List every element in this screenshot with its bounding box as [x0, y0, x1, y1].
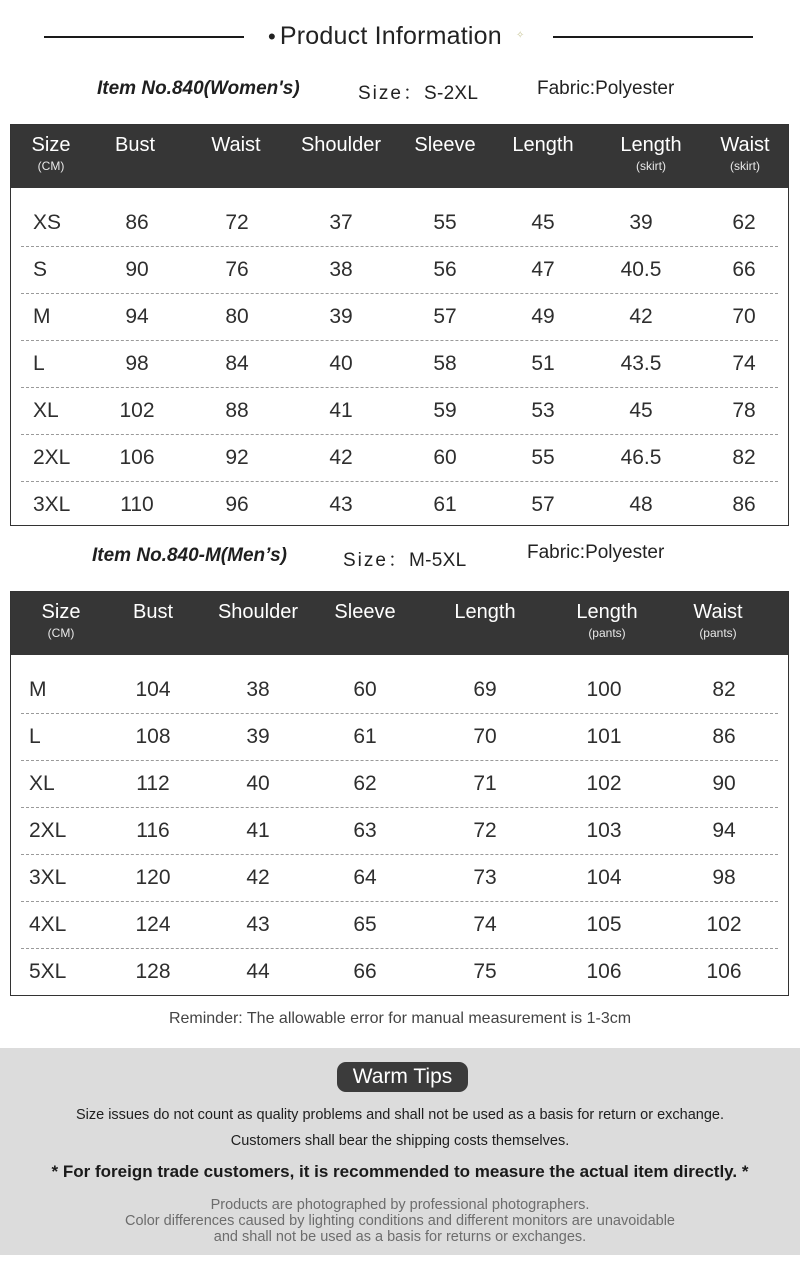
- men-table-cell: 101: [586, 725, 622, 748]
- women-table-cell: 48: [629, 493, 653, 516]
- men-col-header-unit: (CM): [47, 626, 75, 640]
- women-table-cell: 45: [531, 211, 555, 234]
- women-col-header-label: Waist: [720, 134, 770, 156]
- warm-tips-badge: Warm Tips: [337, 1062, 468, 1092]
- women-col-header-unit: (skirt): [730, 159, 760, 173]
- women-table-cell: XS: [33, 211, 62, 234]
- men-col-header-1: [113, 592, 193, 655]
- women-table-cell: 86: [125, 211, 149, 234]
- men-col-header-label: Bust: [132, 601, 174, 623]
- men-col-header-0: [26, 592, 96, 655]
- women-table-row: [11, 341, 788, 388]
- women-fabric: Fabric:Polyester: [537, 78, 675, 99]
- men-col-header-unit: (pants): [699, 626, 737, 640]
- header-rule-right: [553, 36, 753, 38]
- men-table-cell: 104: [586, 866, 622, 889]
- women-table-cell: 39: [629, 211, 653, 234]
- women-table-cell: 61: [433, 493, 457, 516]
- women-table-cell: 58: [433, 352, 457, 375]
- women-table-cell: 88: [225, 399, 249, 422]
- men-table-cell: 71: [473, 772, 497, 795]
- women-table-cell: 70: [732, 305, 756, 328]
- women-col-header-1: [95, 125, 175, 188]
- women-table-cell: 51: [531, 352, 555, 375]
- men-table-cell: 42: [246, 866, 270, 889]
- warm-tips-panel: [0, 1048, 800, 1255]
- women-table-row: [11, 200, 788, 247]
- women-table-row: [11, 294, 788, 341]
- men-table-cell: 112: [136, 772, 170, 795]
- women-table-cell: 42: [329, 446, 353, 469]
- women-col-header-label: Sleeve: [414, 134, 476, 156]
- men-table-cell: 100: [586, 678, 622, 701]
- men-item-number: Item No.840-M(Men’s): [92, 545, 287, 566]
- men-table-cell: 86: [712, 725, 736, 748]
- men-table-row: [11, 714, 788, 761]
- women-table-cell: 78: [732, 399, 756, 422]
- men-col-header-4: [440, 592, 530, 655]
- men-col-header-3: [325, 592, 405, 655]
- men-table-cell: 73: [473, 866, 497, 889]
- men-table-cell: 106: [586, 960, 622, 983]
- women-table-cell: M: [33, 305, 51, 328]
- women-col-header-4: [405, 125, 485, 188]
- women-table-cell: 110: [120, 493, 154, 516]
- women-col-header-7: [705, 125, 785, 188]
- tips-line-2: Customers shall bear the shipping costs themselves.: [230, 1133, 570, 1149]
- women-col-header-label: Waist: [211, 134, 261, 156]
- women-col-header-label: Bust: [114, 134, 156, 156]
- women-table-cell: S: [33, 258, 48, 281]
- women-size-label: Size：: [358, 83, 424, 104]
- tips-note-line-3: and shall not be used as a basis for returns or exchanges.: [213, 1229, 587, 1245]
- women-table-row: [11, 388, 788, 435]
- women-col-header-5: [503, 125, 583, 188]
- men-table-cell: 40: [246, 772, 270, 795]
- women-col-header-6: [611, 125, 691, 188]
- men-table-row: [11, 902, 788, 949]
- men-size-range: [343, 545, 466, 572]
- men-table-cell: 60: [353, 678, 377, 701]
- bullet-icon: •: [268, 24, 276, 49]
- women-table-cell: 47: [531, 258, 555, 281]
- women-table-cell: 80: [225, 305, 249, 328]
- men-table-cell: 82: [712, 678, 736, 701]
- tips-note-line-1: Products are photographed by professional photographers.: [210, 1197, 590, 1213]
- women-table-cell: 55: [433, 211, 457, 234]
- men-table-cell: 108: [135, 725, 171, 748]
- men-table-cell: 65: [353, 913, 377, 936]
- men-col-header-label: Size: [41, 601, 81, 623]
- men-table-cell: 98: [712, 866, 736, 889]
- men-table-cell: 69: [473, 678, 497, 701]
- women-table-cell: 90: [125, 258, 149, 281]
- women-table-row: [11, 435, 788, 482]
- women-table-cell: 102: [119, 399, 155, 422]
- page-title-text: Product Information: [279, 22, 502, 50]
- women-table-row: [11, 247, 788, 294]
- men-table-cell: 102: [586, 772, 622, 795]
- men-table-cell: 128: [135, 960, 171, 983]
- men-table-cell: L: [29, 725, 41, 748]
- tips-line-1: Size issues do not count as quality problems and shall not be used as a basis for return or exchange.: [75, 1107, 725, 1123]
- women-size-table: [10, 124, 789, 526]
- men-table-cell: 38: [246, 678, 270, 701]
- men-table-cell: 62: [353, 772, 377, 795]
- women-table-cell: 43: [329, 493, 353, 516]
- men-table-row: [11, 808, 788, 855]
- men-table-cell: 106: [706, 960, 742, 983]
- women-table-cell: 57: [433, 305, 457, 328]
- men-table-cell: 124: [135, 913, 171, 936]
- section-header: [0, 18, 800, 58]
- men-table-cell: 63: [353, 819, 377, 842]
- women-table-cell: 56: [433, 258, 457, 281]
- men-table-cell: M: [29, 678, 47, 701]
- women-col-header-label: Length: [620, 134, 682, 156]
- women-table-cell: 96: [225, 493, 249, 516]
- women-item-number: Item No.840(Women's): [97, 78, 300, 99]
- men-table-cell: 75: [473, 960, 497, 983]
- men-table-cell: 2XL: [29, 819, 67, 842]
- men-table-cell: XL: [29, 772, 55, 795]
- men-table-body: [11, 655, 788, 996]
- women-table-header: [11, 125, 788, 188]
- men-table-cell: 102: [706, 913, 742, 936]
- men-table-cell: 74: [473, 913, 497, 936]
- men-table-cell: 44: [246, 960, 270, 983]
- women-table-cell: 92: [225, 446, 249, 469]
- men-table-row: [11, 949, 788, 996]
- men-col-header-5: [562, 592, 652, 655]
- men-col-header-label: Sleeve: [334, 601, 396, 623]
- men-table-cell: 43: [246, 913, 270, 936]
- men-col-header-label: Length: [454, 601, 516, 623]
- women-size-value: S-2XL: [423, 83, 479, 104]
- men-table-row: [11, 667, 788, 714]
- women-col-header-unit: (CM): [37, 159, 65, 173]
- men-fabric: Fabric:Polyester: [527, 542, 665, 563]
- women-table-cell: 55: [531, 446, 555, 469]
- women-table-cell: 3XL: [33, 493, 71, 516]
- women-table-cell: 94: [125, 305, 149, 328]
- men-table-cell: 5XL: [29, 960, 67, 983]
- men-col-header-label: Shoulder: [217, 601, 299, 623]
- men-table-cell: 120: [135, 866, 171, 889]
- men-table-cell: 3XL: [29, 866, 67, 889]
- men-table-header: [11, 592, 788, 655]
- men-item-info: [0, 542, 800, 575]
- women-table-cell: 74: [732, 352, 756, 375]
- women-table-cell: 62: [732, 211, 756, 234]
- measurement-reminder: Reminder: The allowable error for manual measurement is 1-3cm: [168, 1010, 632, 1027]
- women-item-info: [0, 78, 800, 108]
- women-col-header-label: Size: [31, 134, 71, 156]
- women-table-cell: 43.5: [620, 352, 662, 375]
- tips-note: [0, 1197, 800, 1245]
- women-table-cell: 66: [732, 258, 756, 281]
- men-col-header-label: Length: [576, 601, 638, 623]
- men-table-cell: 104: [135, 678, 171, 701]
- women-table-body: [11, 188, 788, 529]
- men-table-cell: 103: [586, 819, 622, 842]
- women-col-header-label: Length: [512, 134, 574, 156]
- women-table-cell: L: [33, 352, 45, 375]
- men-table-cell: 70: [473, 725, 497, 748]
- men-table-cell: 116: [136, 819, 170, 842]
- page-title: [268, 22, 502, 51]
- women-table-row: [11, 482, 788, 529]
- men-table-row: [11, 855, 788, 902]
- men-col-header-2: [208, 592, 308, 655]
- men-table-row: [11, 761, 788, 808]
- men-table-cell: 66: [353, 960, 377, 983]
- sparkle-icon: ✧: [516, 30, 525, 41]
- tips-line-3: * For foreign trade customers, it is recommended to measure the actual item directly. *: [51, 1162, 749, 1181]
- women-col-header-3: [291, 125, 391, 188]
- women-table-cell: 2XL: [33, 446, 71, 469]
- women-table-cell: 98: [125, 352, 149, 375]
- women-table-cell: 41: [329, 399, 353, 422]
- women-table-cell: 46.5: [620, 446, 662, 469]
- men-table-cell: 72: [473, 819, 497, 842]
- women-table-cell: 57: [531, 493, 555, 516]
- header-rule-left: [44, 36, 244, 38]
- women-table-cell: 40: [329, 352, 353, 375]
- men-table-cell: 61: [353, 725, 377, 748]
- men-table-cell: 4XL: [29, 913, 67, 936]
- men-table-cell: 39: [246, 725, 270, 748]
- men-size-value: M-5XL: [408, 550, 467, 571]
- women-table-cell: 106: [119, 446, 155, 469]
- women-size-range: [358, 78, 478, 105]
- men-table-cell: 41: [246, 819, 270, 842]
- men-col-header-label: Waist: [693, 601, 743, 623]
- women-table-cell: 38: [329, 258, 353, 281]
- women-table-cell: 60: [433, 446, 457, 469]
- men-size-label: Size：: [343, 550, 409, 571]
- women-col-header-0: [16, 125, 86, 188]
- men-table-cell: 64: [353, 866, 377, 889]
- men-table-cell: 90: [712, 772, 736, 795]
- women-table-cell: 40.5: [620, 258, 662, 281]
- women-table-cell: 42: [629, 305, 653, 328]
- women-table-cell: 72: [225, 211, 249, 234]
- women-col-header-2: [196, 125, 276, 188]
- women-table-cell: 59: [433, 399, 457, 422]
- women-table-cell: 84: [225, 352, 249, 375]
- women-table-cell: XL: [33, 399, 59, 422]
- women-col-header-unit: (skirt): [636, 159, 666, 173]
- tips-note-line-2: Color differences caused by lighting conditions and different monitors are unavoidable: [124, 1213, 675, 1229]
- women-table-cell: 53: [531, 399, 555, 422]
- women-table-cell: 86: [732, 493, 756, 516]
- women-table-cell: 39: [329, 305, 353, 328]
- women-table-cell: 82: [732, 446, 756, 469]
- women-table-cell: 37: [329, 211, 353, 234]
- men-col-header-6: [673, 592, 763, 655]
- women-table-cell: 76: [225, 258, 249, 281]
- men-table-cell: 105: [586, 913, 622, 936]
- women-table-cell: 45: [629, 399, 653, 422]
- women-table-cell: 49: [531, 305, 555, 328]
- men-size-table: [10, 591, 789, 996]
- men-table-cell: 94: [712, 819, 736, 842]
- women-col-header-label: Shoulder: [300, 134, 382, 156]
- men-col-header-unit: (pants): [588, 626, 626, 640]
